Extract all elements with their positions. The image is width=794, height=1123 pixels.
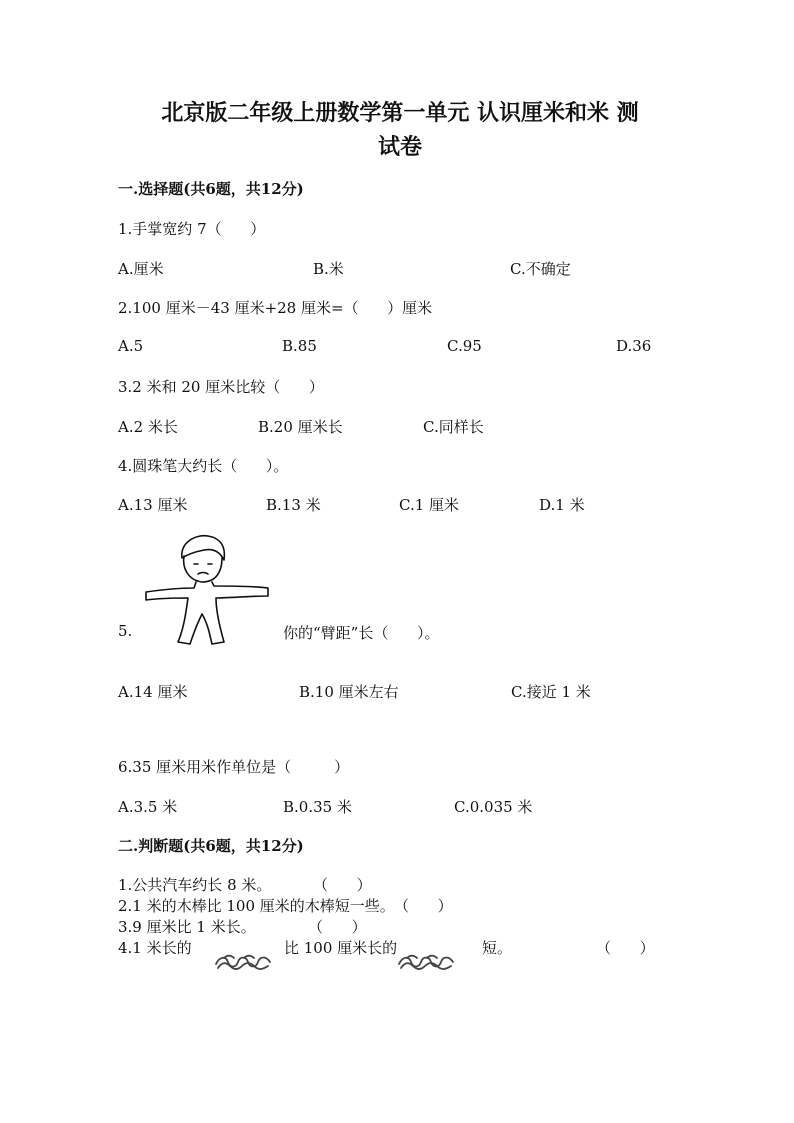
q5-option-b: B.10 厘米左右 (299, 683, 399, 701)
question-5-number: 5. (118, 622, 133, 640)
coiled-rope-icon-2 (397, 950, 455, 972)
judge-item-2-paren: （ ） (394, 897, 453, 915)
judge-item-4-part-b: 比 100 厘米长的 (284, 939, 398, 957)
q4-option-c: C.1 厘米 (399, 496, 460, 514)
q3-option-b: B.20 厘米长 (258, 418, 343, 436)
q6-option-a: A.3.5 米 (118, 798, 178, 816)
judge-item-3-paren: （ ） (308, 918, 367, 936)
q5-option-c: C.接近 1 米 (511, 683, 591, 701)
section1-heading: 一.选择题(共6题，共12分) (118, 180, 304, 198)
judge-item-1-paren: （ ） (313, 876, 372, 894)
question-1: 1.手掌宽约 7（ ） (118, 220, 266, 238)
q2-option-a: A.5 (118, 337, 144, 355)
q3-option-c: C.同样长 (423, 418, 484, 436)
q1-option-c: C.不确定 (510, 260, 571, 278)
judge-item-1: 1.公共汽车约长 8 米。 (118, 876, 272, 894)
judge-item-3: 3.9 厘米比 1 米长。 (118, 918, 256, 936)
question-5: 你的“臂距”长（ ）。 (283, 624, 440, 642)
judge-item-4-part-c: 短。 (482, 939, 513, 957)
section2-heading: 二.判断题(共6题，共12分) (118, 837, 304, 855)
judge-item-2: 2.1 米的木棒比 100 厘米的木棒短一些。 (118, 897, 395, 915)
q1-option-a: A.厘米 (118, 260, 164, 278)
q2-option-b: B.85 (282, 337, 317, 355)
judge-item-4-part-a: 4.1 米长的 (118, 939, 192, 957)
question-2: 2.100 厘米－43 厘米+28 厘米=（ ）厘米 (118, 299, 433, 317)
question-6: 6.35 厘米用米作单位是（ ） (118, 758, 350, 776)
q6-option-c: C.0.035 米 (454, 798, 533, 816)
question-4: 4.圆珠笔大约长（ ）。 (118, 457, 289, 475)
q6-option-b: B.0.35 米 (283, 798, 352, 816)
title-line-2: 试卷 (377, 134, 422, 160)
person-arms-spread-icon (138, 532, 278, 652)
q5-option-a: A.14 厘米 (118, 683, 188, 701)
q3-option-a: A.2 米长 (118, 418, 178, 436)
q4-option-b: B.13 米 (266, 496, 321, 514)
page-title (120, 96, 680, 164)
question-3: 3.2 米和 20 厘米比较（ ） (118, 378, 324, 396)
q4-option-a: A.13 厘米 (118, 496, 188, 514)
q4-option-d: D.1 米 (539, 496, 585, 514)
judge-item-4-paren: （ ） (596, 939, 655, 957)
q2-option-d: D.36 (616, 337, 652, 355)
title-line-1: 北京版二年级上册数学第一单元 认识厘米和米 测 (161, 100, 639, 126)
q2-option-c: C.95 (447, 337, 482, 355)
q1-option-b: B.米 (313, 260, 344, 278)
coiled-rope-icon (214, 950, 272, 972)
